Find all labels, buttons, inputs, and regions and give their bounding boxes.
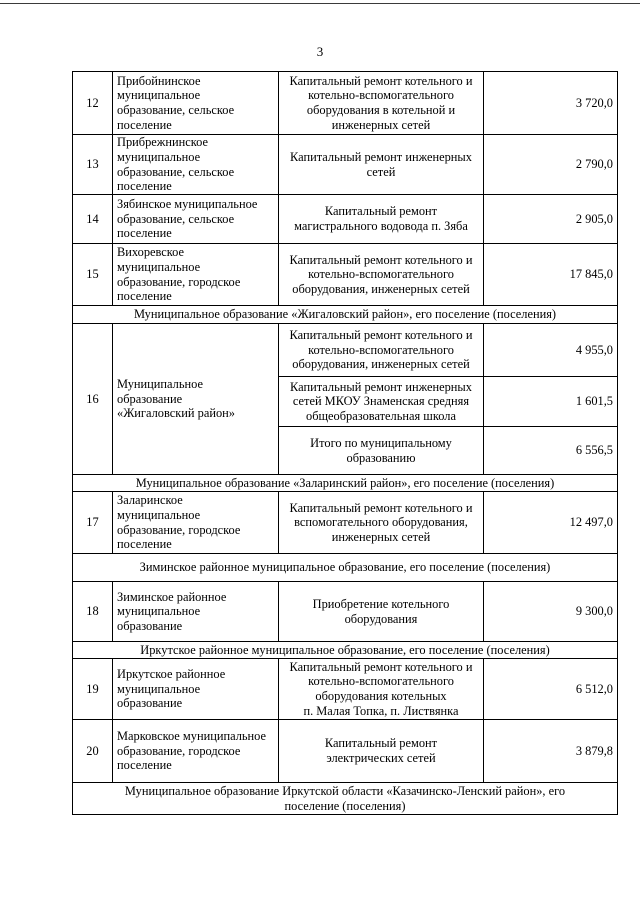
work-description bbox=[279, 324, 484, 377]
text-line: поселение bbox=[117, 537, 172, 552]
text-line: Итого по муниципальному bbox=[310, 435, 452, 450]
text-line: Муниципальное образование Иркутской области «Казачинско-Ленский район», его bbox=[124, 783, 566, 798]
text-line: образование, сельское bbox=[117, 164, 235, 179]
funding-table bbox=[72, 71, 618, 815]
text-line: Зябинское муниципальное bbox=[117, 197, 258, 212]
text-line: образование bbox=[117, 696, 183, 711]
text-line: электрических сетей bbox=[326, 751, 436, 765]
table-row bbox=[73, 582, 618, 642]
text-line: образование, городское bbox=[117, 522, 241, 537]
section-heading bbox=[73, 306, 618, 324]
text-line: поселение bbox=[117, 289, 172, 304]
text-line: Вихоревское bbox=[117, 245, 185, 260]
text-line: образование bbox=[117, 391, 183, 406]
table-row bbox=[73, 72, 618, 135]
text-line: Капитальный ремонт инженерных bbox=[290, 149, 472, 164]
row-number: 13 bbox=[73, 135, 113, 195]
municipality-name bbox=[113, 72, 279, 135]
work-description bbox=[279, 720, 484, 783]
text-line: Иркутское районное bbox=[117, 667, 226, 682]
text-line: муниципальное bbox=[117, 259, 201, 274]
text-line: оборудования в котельной и bbox=[306, 103, 456, 117]
text-line: Прибрежнинское bbox=[117, 135, 208, 150]
text-line: образование, сельское bbox=[117, 103, 235, 117]
work-description bbox=[279, 492, 484, 554]
municipality-name bbox=[113, 135, 279, 195]
text-line: инженерных сетей bbox=[331, 529, 431, 544]
row-number: 19 bbox=[73, 659, 113, 720]
amount-value: 6 512,0 bbox=[484, 659, 618, 720]
amount-value: 9 300,0 bbox=[484, 582, 618, 642]
text-line: Заларинское bbox=[117, 493, 183, 508]
text-line: магистрального водовода п. Зяба bbox=[294, 219, 468, 233]
amount-value: 1 601,5 bbox=[484, 377, 618, 427]
subtotal-value: 6 556,5 bbox=[484, 427, 618, 475]
text-line: образование, городское bbox=[117, 274, 241, 289]
text-line: Зиминское районное bbox=[117, 589, 227, 604]
text-line: котельно-вспомогательного bbox=[308, 674, 454, 689]
text-line: Муниципальное образование «Заларинский район», его поселение (поселения) bbox=[135, 475, 555, 490]
text-line: Зиминское районное муниципальное образование, его поселение (поселения) bbox=[139, 560, 551, 575]
text-line: сетей bbox=[366, 164, 396, 179]
work-description bbox=[279, 582, 484, 642]
amount-value: 12 497,0 bbox=[484, 492, 618, 554]
text-line: Прибойнинское bbox=[117, 73, 201, 88]
municipality-name bbox=[113, 582, 279, 642]
table-row bbox=[73, 659, 618, 720]
text-line: муниципальное bbox=[117, 507, 201, 522]
amount-value: 4 955,0 bbox=[484, 324, 618, 377]
text-line: образование, городское bbox=[117, 743, 241, 758]
text-line: сетей МКОУ Знаменская средняя bbox=[292, 394, 470, 409]
amount-value: 3 720,0 bbox=[484, 72, 618, 135]
section-header-row bbox=[73, 475, 618, 492]
text-line: котельно-вспомогательного bbox=[308, 267, 454, 282]
text-line: оборудования bbox=[344, 611, 418, 626]
amount-value: 3 879,8 bbox=[484, 720, 618, 783]
work-description bbox=[279, 377, 484, 427]
row-number: 17 bbox=[73, 492, 113, 554]
funding-table-body bbox=[73, 72, 618, 815]
municipality-name bbox=[113, 244, 279, 306]
text-line: оборудования, инженерных сетей bbox=[292, 357, 470, 372]
section-header-row bbox=[73, 642, 618, 659]
text-line: «Жигаловский район» bbox=[117, 406, 236, 421]
row-number: 12 bbox=[73, 72, 113, 135]
text-line: инженерных сетей bbox=[331, 117, 431, 132]
text-line: образование, сельское bbox=[117, 211, 235, 226]
work-description bbox=[279, 195, 484, 244]
text-line: Капитальный ремонт котельного и bbox=[289, 73, 473, 88]
text-line: Муниципальное образование «Жигаловский район», его поселение (поселения) bbox=[133, 307, 557, 322]
text-line: муниципальное bbox=[117, 604, 201, 619]
text-line: Капитальный ремонт bbox=[324, 204, 438, 219]
table-row bbox=[73, 244, 618, 306]
section-heading bbox=[73, 783, 618, 815]
section-header-row bbox=[73, 306, 618, 324]
table-row bbox=[73, 720, 618, 783]
text-line: поселение bbox=[117, 226, 172, 241]
text-line: Капитальный ремонт инженерных bbox=[290, 379, 472, 394]
municipality-name bbox=[113, 195, 279, 244]
row-number: 20 bbox=[73, 720, 113, 783]
municipality-name bbox=[113, 492, 279, 554]
subtotal-label bbox=[279, 427, 484, 475]
section-heading bbox=[73, 642, 618, 659]
municipality-name bbox=[113, 659, 279, 720]
text-line: Приобретение котельного bbox=[312, 596, 450, 611]
text-line: Капитальный ремонт котельного и bbox=[289, 328, 473, 343]
row-number: 16 bbox=[73, 324, 113, 475]
text-line: котельно-вспомогательного bbox=[308, 342, 454, 357]
municipality-name bbox=[113, 324, 279, 475]
work-description bbox=[279, 659, 484, 720]
text-line: образование bbox=[117, 618, 183, 633]
table-row bbox=[73, 135, 618, 195]
amount-value: 2 790,0 bbox=[484, 135, 618, 195]
amount-value: 2 905,0 bbox=[484, 195, 618, 244]
table-row bbox=[73, 195, 618, 244]
table-row bbox=[73, 492, 618, 554]
text-line: вспомогательного оборудования, bbox=[294, 515, 468, 530]
section-header-row bbox=[73, 554, 618, 582]
row-number: 14 bbox=[73, 195, 113, 244]
text-line: Иркутское районное муниципальное образование, его поселение (поселения) bbox=[140, 642, 550, 657]
row-number: 18 bbox=[73, 582, 113, 642]
text-line: муниципальное bbox=[117, 88, 201, 103]
text-line: Марковское муниципальное bbox=[117, 729, 267, 744]
text-line: поселение bbox=[117, 758, 172, 773]
municipality-name bbox=[113, 720, 279, 783]
text-line: общеобразовательная школа bbox=[306, 408, 456, 423]
page-number: 3 bbox=[316, 44, 324, 59]
work-description bbox=[279, 244, 484, 306]
text-line: п. Малая Топка, п. Листвянка bbox=[303, 703, 459, 718]
section-header-row bbox=[73, 783, 618, 815]
text-line: Капитальный ремонт котельного и bbox=[289, 500, 473, 515]
section-heading bbox=[73, 554, 618, 582]
text-line: поселение bbox=[117, 179, 172, 194]
text-line: муниципальное bbox=[117, 149, 201, 164]
work-description bbox=[279, 135, 484, 195]
table-row bbox=[73, 324, 618, 377]
text-line: Капитальный ремонт котельного и bbox=[289, 659, 473, 674]
text-line: поселение (поселения) bbox=[284, 798, 406, 813]
text-line: Муниципальное bbox=[117, 377, 203, 392]
text-line: Капитальный ремонт bbox=[324, 736, 438, 751]
text-line: поселение bbox=[117, 117, 172, 132]
top-border-line bbox=[0, 3, 640, 4]
amount-value: 17 845,0 bbox=[484, 244, 618, 306]
text-line: Капитальный ремонт котельного и bbox=[289, 252, 473, 267]
text-line: образованию bbox=[346, 450, 416, 465]
text-line: котельно-вспомогательного bbox=[308, 88, 454, 103]
work-description bbox=[279, 72, 484, 135]
text-line: муниципальное bbox=[117, 681, 201, 696]
section-heading bbox=[73, 475, 618, 492]
row-number: 15 bbox=[73, 244, 113, 306]
text-line: оборудования, инженерных сетей bbox=[292, 281, 470, 296]
text-line: оборудования котельных bbox=[315, 689, 447, 703]
